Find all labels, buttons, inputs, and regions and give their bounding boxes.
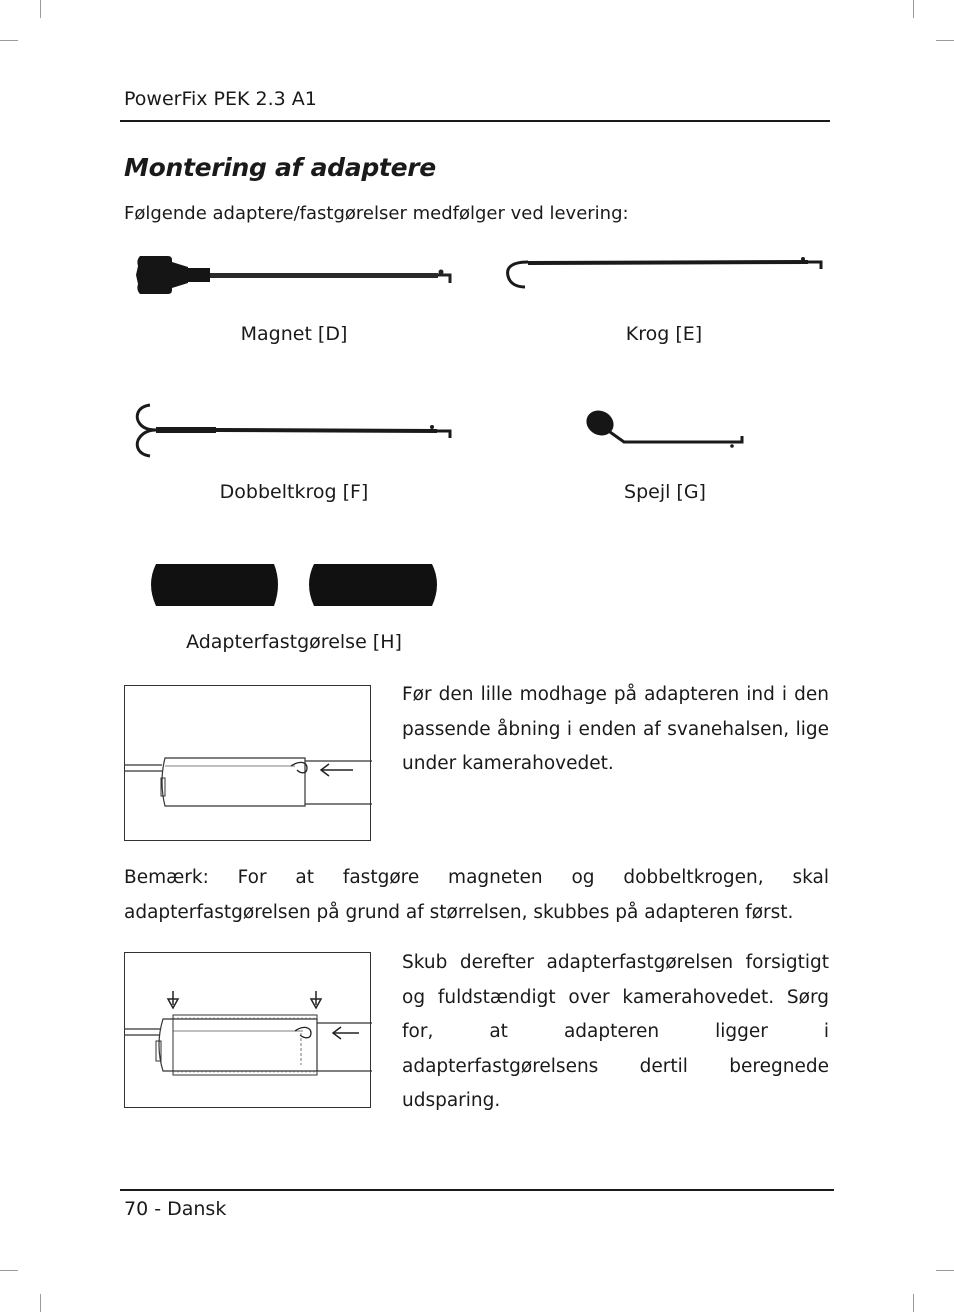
section-title: Montering af adaptere: [124, 153, 436, 182]
step2-text: Skub derefter adapterfastgørelsen forsigtigt og fuldstændigt over kamerahovedet. Sørg for, at adapteren ligger i adapterfastgørelsens dertil beregnede udsparing.: [402, 952, 829, 1111]
caption-hook: Krog [E]: [625, 323, 703, 345]
hook-illustration: [503, 254, 828, 294]
caption-mirror: Spejl [G]: [624, 481, 706, 503]
crop-mark: [936, 1270, 954, 1271]
crop-mark: [40, 0, 41, 18]
step2-figure: [124, 952, 371, 1108]
caption-double-hook: Dobbeltkrog [F]: [219, 481, 369, 503]
step1-text: Før den lille modhage på adapteren ind i den passende åbning i enden af svanehalsen, lige under kamerahovedet.: [402, 684, 829, 774]
crop-mark: [0, 1270, 18, 1271]
crop-mark: [913, 0, 914, 18]
note-text: Bemærk: For at fastgøre magneten og dobbeltkrogen, skal adapterfastgørelsen på grund af størrelsen, skubbes på adapteren først.: [124, 867, 829, 923]
magnet-illustration: [132, 250, 457, 300]
crop-mark: [0, 40, 18, 41]
crop-mark: [936, 40, 954, 41]
footer-rule: [120, 1189, 834, 1191]
step1-drawing: [125, 686, 372, 842]
header-product: PowerFix PEK 2.3 A1: [124, 88, 317, 110]
step2-drawing: [125, 953, 372, 1109]
double-hook-illustration: [132, 400, 457, 462]
footer-page: 70 - Dansk: [124, 1198, 227, 1220]
crop-mark: [40, 1294, 41, 1312]
caption-magnet: Magnet [D]: [240, 323, 348, 345]
step1-figure: [124, 685, 371, 841]
header-rule: [120, 120, 830, 122]
section-intro: Følgende adaptere/fastgørelser medfølger ved levering:: [124, 203, 629, 224]
crop-mark: [913, 1294, 914, 1312]
fastener-illustration: [146, 562, 442, 610]
mirror-illustration: [582, 404, 752, 452]
caption-fastener: Adapterfastgørelse [H]: [186, 631, 402, 653]
